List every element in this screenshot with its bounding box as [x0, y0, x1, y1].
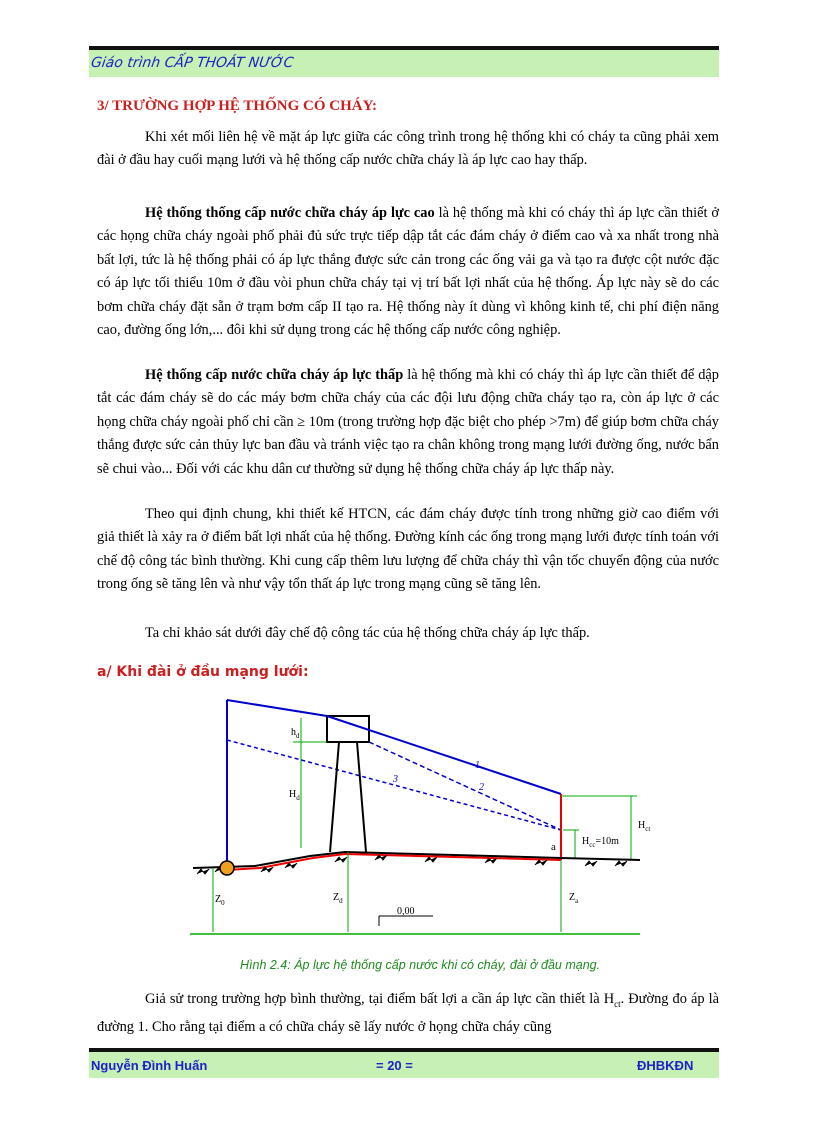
paragraph-3-text: là hệ thống mà khi có cháy thì áp lực cần thiết để dập tắt các đám cháy sẽ do các máy bơm chữa cháy của các đội lưu động chữa cháy tạo ra, còn áp lực ở các họng chữa cháy ngoài phố chỉ cần ≥ 10m (trong trường hợp đặc biệt cho phép >7m) để giúp bơm chữa cháy thắng được sức cản thủy lực ban đầu và tránh việc tạo ra chân không trong mạng lưới đường ống, nước bẩn sẽ chui vào... Đối với các khu dân cư thường sử dụng hệ thống chữa cháy áp lực thấp này.	[97, 367, 719, 477]
footer-author: Nguyễn Đình Huấn	[91, 1058, 208, 1073]
label-Hcc: $H_{cc}=10m$	[582, 836, 619, 849]
pump-station-icon	[220, 861, 234, 875]
label-point-a: a	[551, 841, 556, 853]
label-Zd: $Z_d$	[333, 892, 343, 905]
header-title: Giáo trình CẤP THOÁT NƯỚC	[89, 55, 295, 71]
page-footer	[89, 1048, 719, 1078]
label-hd: $h_d$	[291, 727, 300, 740]
paragraph-2-text: là hệ thống mà khi có cháy thì áp lực cần thiết ở các họng chữa cháy ngoài phố phải đủ sức trực tiếp dập tắt các đám cháy ở điểm cao và xa nhất trong nhà bất lợi, tức là hệ thống phải có áp lực thắng được sức cản trong các ống vải ga và tạo ra được cột nước đặc có áp lực tối thiểu 10m ở đầu vòi phun chữa cháy tại vị trí bất lợi nhất của hệ thống. Áp lực này sẽ do các bơm chữa cháy đặt sẵn ở trạm bơm cấp II tạo ra. Hệ thống này ít dùng vì không kinh tế, chi phí điện năng cao, đường ống lớn,... đôi khi sử dụng trong các hệ thống cấp nước công nghiệp.	[97, 205, 719, 339]
label-Hct: $H_{ct}$	[638, 820, 651, 833]
label-datum: 0,00	[397, 906, 415, 917]
paragraph-2	[97, 202, 719, 342]
label-Hd: $H_d$	[289, 789, 300, 802]
section-title: 3/ TRƯỜNG HỢP HỆ THỐNG CÓ CHÁY:	[97, 98, 378, 114]
paragraph-3-bold: Hệ thống cấp nước chữa cháy áp lực thấp	[145, 367, 404, 383]
water-tower-tank	[327, 716, 369, 742]
label-Z0: $Z_0$	[215, 894, 225, 907]
footer-school: ĐHBKĐN	[637, 1058, 694, 1073]
label-Za: $Z_a$	[569, 892, 579, 905]
tower-leg-right	[357, 742, 366, 852]
paragraph-3	[97, 364, 719, 481]
ground-line	[193, 852, 640, 868]
paragraph-4: Theo qui định chung, khi thiết kế HTCN, các đám cháy được tính trong những giờ cao điểm với giả thiết là xảy ra ở điểm bất lợi nhất của hệ thống. Đường kính các ống trong mạng lưới được tính toán với chế độ công tác bình thường. Khi cung cấp thêm lưu lượng để chữa cháy thì vận tốc chuyển động của nước trong ống sẽ tăng lên và như vậy tổn thất áp lực trong mạng cũng sẽ tăng lên.	[97, 506, 719, 593]
paragraph-1: Khi xét mối liên hệ về mặt áp lực giữa các công trình trong hệ thống khi có cháy ta cũng phải xem đài ở đầu hay cuối mạng lưới và hệ thống cấp nước chữa cháy là áp lực cao hay thấp.	[97, 129, 719, 169]
tower-leg-left	[330, 742, 339, 852]
paragraph-6: Giả sử trong trường hợp bình thường, tại điểm bất lợi a cần áp lực cần thiết là $H_{ct}$. Đường đo áp là đường 1. Cho rằng tại điểm a có chữa cháy sẽ lấy nước ở họng chữa cháy cũng	[97, 991, 719, 1036]
figure-caption: Hình 2.4: Áp lực hệ thống cấp nước khi có cháy, đài ở đầu mạng.	[240, 958, 601, 972]
subsection-title: a/ Khi đài ở đầu mạng lưới:	[97, 664, 309, 680]
paragraph-2-bold: Hệ thống thống cấp nước chữa cháy áp lực cao	[145, 205, 435, 221]
label-line-3: 3	[393, 774, 398, 785]
footer-page-number: = 20 =	[376, 1058, 413, 1073]
tower-level-line	[227, 700, 327, 716]
label-line-1: 1	[475, 760, 480, 771]
label-line-2: 2	[479, 782, 484, 793]
pressure-diagram	[185, 690, 651, 940]
page-header	[89, 46, 719, 77]
paragraph-5: Ta chỉ khảo sát dưới đây chế độ công tác của hệ thống chữa cháy áp lực thấp.	[145, 625, 590, 641]
piezometric-line-1	[327, 716, 561, 794]
